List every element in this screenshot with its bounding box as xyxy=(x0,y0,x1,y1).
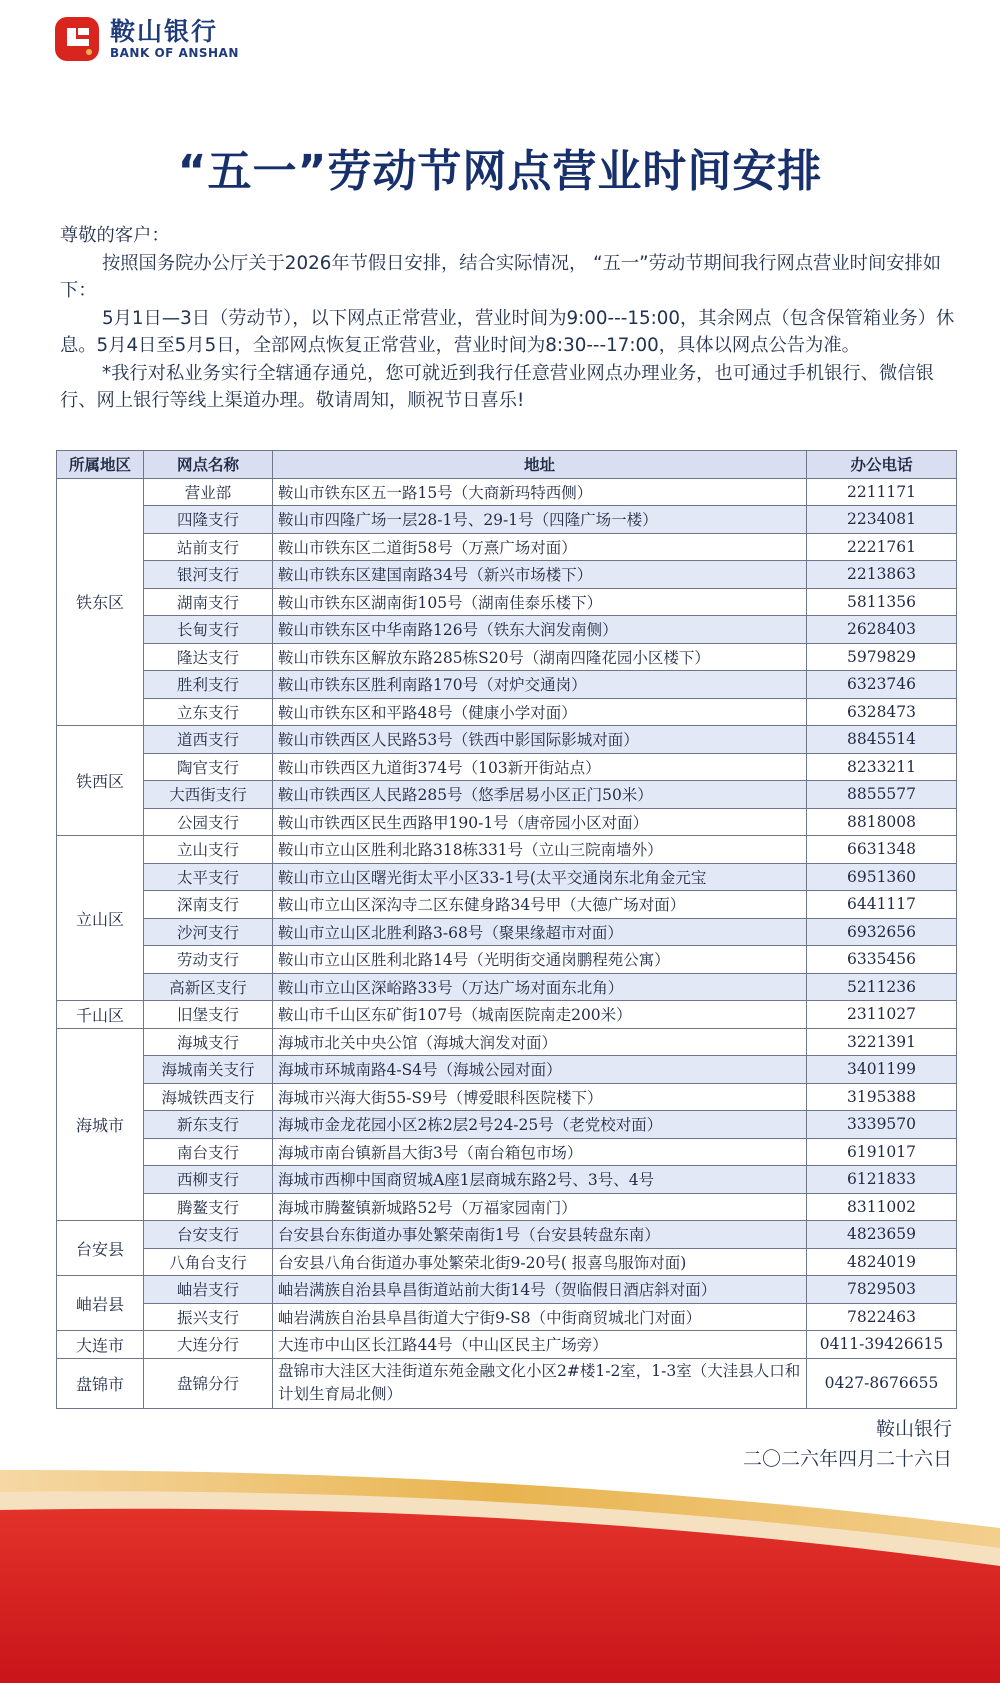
branch-name-cell: 西柳支行 xyxy=(144,1166,273,1194)
branch-table xyxy=(56,450,957,1409)
region-cell: 台安县 xyxy=(57,1221,144,1276)
table-row xyxy=(57,561,957,589)
branch-name-cell: 海城南关支行 xyxy=(144,1056,273,1084)
table-row xyxy=(57,698,957,726)
phone-cell: 8233211 xyxy=(807,753,957,781)
address-cell: 鞍山市铁西区九道街374号（103新开街站点） xyxy=(273,753,807,781)
branch-name-cell: 营业部 xyxy=(144,478,273,506)
phone-cell: 2234081 xyxy=(807,506,957,534)
address-cell: 岫岩满族自治县阜昌街道大宁街9-S8（中街商贸城北门对面） xyxy=(273,1303,807,1331)
address-cell: 鞍山市立山区胜利北路318栋331号（立山三院南墙外） xyxy=(273,836,807,864)
address-cell: 岫岩满族自治县阜昌街道站前大街14号（贺临假日酒店斜对面） xyxy=(273,1276,807,1304)
bank-of-anshan-logo-icon xyxy=(52,14,102,64)
branch-name-cell: 沙河支行 xyxy=(144,918,273,946)
branch-name-cell: 劳动支行 xyxy=(144,946,273,974)
table-row xyxy=(57,1303,957,1331)
branch-name-cell: 旧堡支行 xyxy=(144,1001,273,1029)
red-gold-wave-icon xyxy=(0,1470,1000,1683)
table-row xyxy=(57,588,957,616)
branch-name-cell: 八角台支行 xyxy=(144,1248,273,1276)
address-cell: 鞍山市千山区东矿街107号（城南医院南走200米） xyxy=(273,1001,807,1029)
address-cell: 鞍山市铁西区人民路285号（悠季居易小区正门50米） xyxy=(273,781,807,809)
table-row xyxy=(57,1056,957,1084)
header-region: 所属地区 xyxy=(57,451,144,479)
region-cell: 大连市 xyxy=(57,1331,144,1359)
region-cell: 铁西区 xyxy=(57,726,144,836)
table-row xyxy=(57,1358,957,1408)
phone-cell: 8845514 xyxy=(807,726,957,754)
table-row xyxy=(57,918,957,946)
phone-cell: 4824019 xyxy=(807,1248,957,1276)
table-row xyxy=(57,1028,957,1056)
address-cell: 鞍山市铁东区和平路48号（健康小学对面） xyxy=(273,698,807,726)
paragraph-1: 按照国务院办公厅关于2026年节假日安排，结合实际情况， “五一”劳动节期间我行网点营业时间安排如下： xyxy=(60,252,942,301)
table-row xyxy=(57,506,957,534)
table-header-row xyxy=(57,451,957,479)
address-cell: 鞍山市立山区深沟寺二区东健身路34号甲（大德广场对面） xyxy=(273,891,807,919)
branch-name-cell: 立山支行 xyxy=(144,836,273,864)
table-row xyxy=(57,1083,957,1111)
branch-name-cell: 深南支行 xyxy=(144,891,273,919)
address-cell: 海城市兴海大街55-S9号（博爱眼科医院楼下） xyxy=(273,1083,807,1111)
table-row xyxy=(57,643,957,671)
phone-cell: 2628403 xyxy=(807,616,957,644)
phone-cell: 5979829 xyxy=(807,643,957,671)
branch-name-cell: 胜利支行 xyxy=(144,671,273,699)
phone-cell: 4823659 xyxy=(807,1221,957,1249)
region-cell: 铁东区 xyxy=(57,478,144,726)
bank-name-cn: 鞍山银行 xyxy=(110,17,219,46)
phone-cell: 7822463 xyxy=(807,1303,957,1331)
address-cell: 鞍山市铁西区民生西路甲190-1号（唐帝园小区对面） xyxy=(273,808,807,836)
phone-cell: 2311027 xyxy=(807,1001,957,1029)
branch-name-cell: 大连分行 xyxy=(144,1331,273,1359)
address-cell: 鞍山市铁东区胜利南路170号（对炉交通岗） xyxy=(273,671,807,699)
branch-name-cell: 振兴支行 xyxy=(144,1303,273,1331)
header-address: 地址 xyxy=(273,451,807,479)
phone-cell: 2213863 xyxy=(807,561,957,589)
address-cell: 大连市中山区长江路44号（中山区民主广场旁） xyxy=(273,1331,807,1359)
table-row xyxy=(57,478,957,506)
table-row xyxy=(57,946,957,974)
phone-cell: 6191017 xyxy=(807,1138,957,1166)
address-cell: 鞍山市铁东区二道街58号（万熹广场对面） xyxy=(273,533,807,561)
header-branch-name: 网点名称 xyxy=(144,451,273,479)
phone-cell: 0427-8676655 xyxy=(807,1358,957,1408)
table-row xyxy=(57,1193,957,1221)
address-cell: 鞍山市铁东区五一路15号（大商新玛特西侧） xyxy=(273,478,807,506)
table-row xyxy=(57,1248,957,1276)
address-cell: 海城市环城南路4-S4号（海城公园对面） xyxy=(273,1056,807,1084)
address-cell: 海城市南台镇新昌大街3号（南台箱包市场） xyxy=(273,1138,807,1166)
address-cell: 海城市金龙花园小区2栋2层2号24-25号（老党校对面） xyxy=(273,1111,807,1139)
branch-name-cell: 台安支行 xyxy=(144,1221,273,1249)
phone-cell: 5211236 xyxy=(807,973,957,1001)
branch-name-cell: 太平支行 xyxy=(144,863,273,891)
table-row xyxy=(57,1276,957,1304)
table-row xyxy=(57,1001,957,1029)
branch-name-cell: 陶官支行 xyxy=(144,753,273,781)
branch-name-cell: 新东支行 xyxy=(144,1111,273,1139)
address-cell: 鞍山市立山区北胜利路3-68号（聚果缘超市对面） xyxy=(273,918,807,946)
address-cell: 鞍山市铁东区建国南路34号（新兴市场楼下） xyxy=(273,561,807,589)
address-cell: 鞍山市四隆广场一层28-1号、29-1号（四隆广场一楼） xyxy=(273,506,807,534)
table-row xyxy=(57,1138,957,1166)
table-row xyxy=(57,863,957,891)
paragraph-2: 5月1日—3日（劳动节），以下网点正常营业，营业时间为9:00---15:00，其余网点（包含保管箱业务）休息。5月4日至5月5日，全部网点恢复正常营业，营业时间为8:30---17:00，具体以网点公告为准。 xyxy=(60,307,955,356)
table-row xyxy=(57,616,957,644)
branch-name-cell: 岫岩支行 xyxy=(144,1276,273,1304)
phone-cell: 3221391 xyxy=(807,1028,957,1056)
branch-name-cell: 高新区支行 xyxy=(144,973,273,1001)
branch-name-cell: 海城支行 xyxy=(144,1028,273,1056)
phone-cell: 3195388 xyxy=(807,1083,957,1111)
branch-name-cell: 四隆支行 xyxy=(144,506,273,534)
phone-cell: 3339570 xyxy=(807,1111,957,1139)
address-cell: 鞍山市铁西区人民路53号（铁西中影国际影城对面） xyxy=(273,726,807,754)
phone-cell: 6328473 xyxy=(807,698,957,726)
branch-name-cell: 海城铁西支行 xyxy=(144,1083,273,1111)
signature-date: 二〇二六年四月二十六日 xyxy=(742,1448,952,1470)
address-cell: 海城市西柳中国商贸城A座1层商城东路2号、3号、4号 xyxy=(273,1166,807,1194)
branch-name-cell: 站前支行 xyxy=(144,533,273,561)
table-row xyxy=(57,808,957,836)
branch-name-cell: 道西支行 xyxy=(144,726,273,754)
phone-cell: 6323746 xyxy=(807,671,957,699)
address-cell: 鞍山市铁东区解放东路285栋S20号（湖南四隆花园小区楼下） xyxy=(273,643,807,671)
phone-cell: 3401199 xyxy=(807,1056,957,1084)
branch-name-cell: 长甸支行 xyxy=(144,616,273,644)
phone-cell: 6335456 xyxy=(807,946,957,974)
address-cell: 盘锦市大洼区大洼街道东苑金融文化小区2#楼1-2室，1-3室（大洼县人口和计划生育局北侧） xyxy=(273,1358,807,1408)
notice-body xyxy=(60,222,955,415)
table-row xyxy=(57,1166,957,1194)
branch-name-cell: 大西街支行 xyxy=(144,781,273,809)
address-cell: 鞍山市立山区深峪路33号（万达广场对面东北角） xyxy=(273,973,807,1001)
region-cell: 岫岩县 xyxy=(57,1276,144,1331)
phone-cell: 8855577 xyxy=(807,781,957,809)
address-cell: 海城市腾鳌镇新城路52号（万福家园南门） xyxy=(273,1193,807,1221)
address-cell: 台安县台东街道办事处繁荣南街1号（台安县转盘东南） xyxy=(273,1221,807,1249)
region-cell: 千山区 xyxy=(57,1001,144,1029)
region-cell: 立山区 xyxy=(57,836,144,1001)
branch-name-cell: 湖南支行 xyxy=(144,588,273,616)
header-phone: 办公电话 xyxy=(807,451,957,479)
phone-cell: 0411-39426615 xyxy=(807,1331,957,1359)
branch-name-cell: 隆达支行 xyxy=(144,643,273,671)
branch-name-cell: 腾鳌支行 xyxy=(144,1193,273,1221)
region-cell: 海城市 xyxy=(57,1028,144,1221)
phone-cell: 6932656 xyxy=(807,918,957,946)
region-cell: 盘锦市 xyxy=(57,1358,144,1408)
footer-banner xyxy=(0,1470,1000,1683)
paragraph-3: *我行对私业务实行全辖通存通兑，您可就近到我行任意营业网点办理业务，也可通过手机银行、微信银行、网上银行等线上渠道办理。敬请周知，顺祝节日喜乐! xyxy=(60,362,934,411)
address-cell: 台安县八角台街道办事处繁荣北街9-20号( 报喜鸟服饰对面) xyxy=(273,1248,807,1276)
table-row xyxy=(57,1111,957,1139)
table-row xyxy=(57,1331,957,1359)
branch-name-cell: 公园支行 xyxy=(144,808,273,836)
phone-cell: 6441117 xyxy=(807,891,957,919)
branch-name-cell: 银河支行 xyxy=(144,561,273,589)
signature-org: 鞍山银行 xyxy=(875,1418,952,1440)
address-cell: 海城市北关中央公馆（海城大润发对面） xyxy=(273,1028,807,1056)
table-row xyxy=(57,891,957,919)
table-row xyxy=(57,836,957,864)
phone-cell: 8818008 xyxy=(807,808,957,836)
signature xyxy=(743,1414,952,1474)
table-row xyxy=(57,973,957,1001)
branch-table-body xyxy=(57,478,957,1408)
bank-name-en: BANK OF ANSHAN xyxy=(110,46,239,60)
table-row xyxy=(57,781,957,809)
table-row xyxy=(57,533,957,561)
bank-logo xyxy=(52,14,239,64)
table-row xyxy=(57,726,957,754)
phone-cell: 6121833 xyxy=(807,1166,957,1194)
table-row xyxy=(57,1221,957,1249)
table-row xyxy=(57,753,957,781)
phone-cell: 7829503 xyxy=(807,1276,957,1304)
address-cell: 鞍山市立山区曙光街太平小区33-1号(太平交通岗东北角金元宝 xyxy=(273,863,807,891)
phone-cell: 6631348 xyxy=(807,836,957,864)
address-cell: 鞍山市铁东区中华南路126号（铁东大润发南侧） xyxy=(273,616,807,644)
phone-cell: 5811356 xyxy=(807,588,957,616)
table-row xyxy=(57,671,957,699)
phone-cell: 8311002 xyxy=(807,1193,957,1221)
address-cell: 鞍山市立山区胜利北路14号（光明街交通岗鹏程苑公寓） xyxy=(273,946,807,974)
branch-name-cell: 盘锦分行 xyxy=(144,1358,273,1408)
phone-cell: 6951360 xyxy=(807,863,957,891)
greeting: 尊敬的客户： xyxy=(60,225,170,246)
phone-cell: 2221761 xyxy=(807,533,957,561)
branch-name-cell: 南台支行 xyxy=(144,1138,273,1166)
notice-title: “五一”劳动节网点营业时间安排 xyxy=(177,146,823,197)
branch-name-cell: 立东支行 xyxy=(144,698,273,726)
phone-cell: 2211171 xyxy=(807,478,957,506)
address-cell: 鞍山市铁东区湖南街105号（湖南佳泰乐楼下） xyxy=(273,588,807,616)
